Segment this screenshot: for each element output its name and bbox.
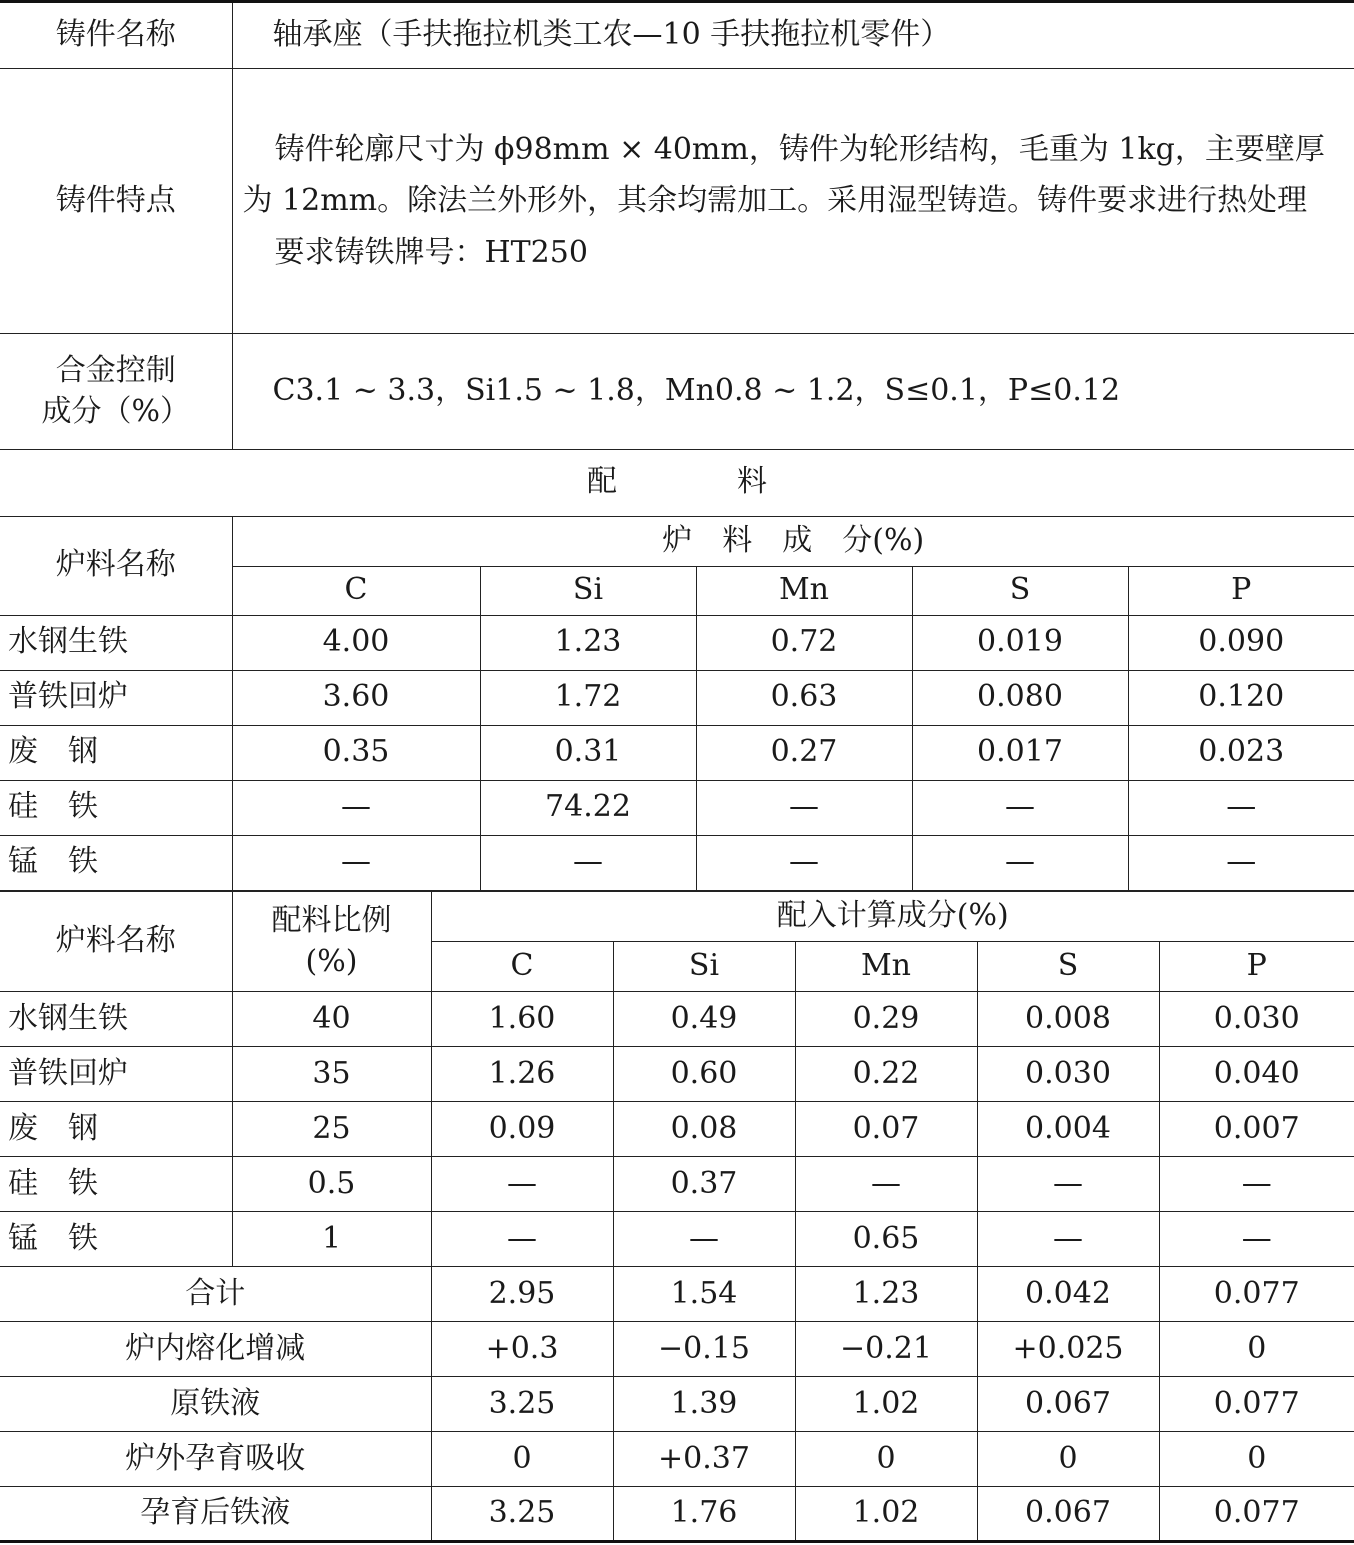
calc-header-p: P [1159, 942, 1354, 992]
charge-p: — [1128, 780, 1354, 835]
calc-header-si: Si [613, 942, 795, 992]
summary-p: 0 [1159, 1322, 1354, 1377]
calc-c: 1.26 [431, 1047, 613, 1102]
calc-c: — [431, 1212, 613, 1267]
summary-s: 0 [977, 1432, 1159, 1487]
calc-si: 0.08 [613, 1102, 795, 1157]
charge-s: 0.080 [912, 670, 1128, 725]
calc-row-name: 废 钢 [0, 1102, 232, 1157]
calc-row [0, 992, 1354, 1047]
charge-p: — [1128, 835, 1354, 890]
calc-p: — [1159, 1157, 1354, 1212]
summary-mn: 0 [795, 1432, 977, 1487]
calc-si: 0.37 [613, 1157, 795, 1212]
summary-s: 0.042 [977, 1267, 1159, 1322]
charge-row-name: 废 钢 [0, 725, 232, 780]
ratio-header [232, 892, 431, 992]
calc-charge-name-header: 炉料名称 [0, 892, 232, 992]
calc-c: 1.60 [431, 992, 613, 1047]
calc-si: — [613, 1212, 795, 1267]
calc-header-s: S [977, 942, 1159, 992]
calc-s: 0.004 [977, 1102, 1159, 1157]
charge-row [0, 835, 1354, 890]
ratio-header-line2: (%) [305, 943, 358, 979]
charge-row [0, 615, 1354, 670]
casting-info-table [0, 0, 1354, 450]
summary-label: 原铁液 [0, 1377, 431, 1432]
alloy-label-line1: 合金控制 [55, 353, 176, 388]
calc-ratio: 1 [232, 1212, 431, 1267]
calc-row-name: 锰 铁 [0, 1212, 232, 1267]
calc-p: 0.040 [1159, 1047, 1354, 1102]
calc-mn: 0.65 [795, 1212, 977, 1267]
casting-name-label: 铸件名称 [0, 2, 232, 69]
calc-ratio: 40 [232, 992, 431, 1047]
summary-p: 0.077 [1159, 1377, 1354, 1432]
alloy-label-line2: 成分（%） [41, 393, 190, 429]
calc-s: 0.030 [977, 1047, 1159, 1102]
charge-c: 0.35 [232, 725, 480, 780]
summary-label: 合计 [0, 1267, 431, 1322]
charge-p: 0.023 [1128, 725, 1354, 780]
calc-s: — [977, 1157, 1159, 1212]
element-header-s: S [912, 566, 1128, 615]
charge-mn: 0.72 [696, 615, 912, 670]
charge-p: 0.120 [1128, 670, 1354, 725]
charge-row-name: 水钢生铁 [0, 615, 232, 670]
element-header-c: C [232, 566, 480, 615]
calc-composition-header: 配入计算成分(%) [431, 892, 1354, 942]
calc-si: 0.49 [613, 992, 795, 1047]
charge-si: 0.31 [480, 725, 696, 780]
charge-row-name: 硅 铁 [0, 780, 232, 835]
charge-mn: — [696, 780, 912, 835]
summary-si: 1.76 [613, 1487, 795, 1542]
calc-row [0, 1157, 1354, 1212]
ratio-header-line1: 配料比例 [271, 903, 392, 938]
charge-c: 3.60 [232, 670, 480, 725]
calc-c: 0.09 [431, 1102, 613, 1157]
element-header-p: P [1128, 566, 1354, 615]
calc-p: 0.030 [1159, 992, 1354, 1047]
element-header-mn: Mn [696, 566, 912, 615]
charge-composition-header: 炉 料 成 分(%) [232, 516, 1354, 566]
calc-row-name: 硅 铁 [0, 1157, 232, 1212]
charge-s: 0.019 [912, 615, 1128, 670]
summary-row [0, 1432, 1354, 1487]
calc-row [0, 1102, 1354, 1157]
summary-row [0, 1267, 1354, 1322]
calc-row [0, 1047, 1354, 1102]
summary-label: 孕育后铁液 [0, 1487, 431, 1542]
charge-c: — [232, 780, 480, 835]
calc-s: 0.008 [977, 992, 1159, 1047]
summary-mn: −0.21 [795, 1322, 977, 1377]
summary-label: 炉内熔化增减 [0, 1322, 431, 1377]
charge-s: — [912, 780, 1128, 835]
summary-mn: 1.02 [795, 1377, 977, 1432]
casting-features-label: 铸件特点 [0, 69, 232, 334]
charge-mn: — [696, 835, 912, 890]
calc-p: — [1159, 1212, 1354, 1267]
summary-c: 2.95 [431, 1267, 613, 1322]
charge-s: 0.017 [912, 725, 1128, 780]
summary-si: 1.39 [613, 1377, 795, 1432]
summary-row [0, 1322, 1354, 1377]
calc-mn: 0.29 [795, 992, 977, 1047]
summary-c: +0.3 [431, 1322, 613, 1377]
calc-ratio: 0.5 [232, 1157, 431, 1212]
charge-mn: 0.63 [696, 670, 912, 725]
charge-c: — [232, 835, 480, 890]
charge-row [0, 670, 1354, 725]
calc-s: — [977, 1212, 1159, 1267]
calc-row-name: 水钢生铁 [0, 992, 232, 1047]
element-header-si: Si [480, 566, 696, 615]
summary-c: 3.25 [431, 1377, 613, 1432]
calc-si: 0.60 [613, 1047, 795, 1102]
charge-s: — [912, 835, 1128, 890]
summary-p: 0.077 [1159, 1487, 1354, 1542]
summary-s: 0.067 [977, 1487, 1159, 1542]
alloy-control-label [0, 334, 232, 450]
calculated-composition-table [0, 891, 1354, 1543]
summary-si: 1.54 [613, 1267, 795, 1322]
charge-si: — [480, 835, 696, 890]
summary-mn: 1.02 [795, 1487, 977, 1542]
calc-mn: 0.07 [795, 1102, 977, 1157]
casting-features-cell [232, 69, 1354, 334]
charge-row-name: 锰 铁 [0, 835, 232, 890]
summary-si: +0.37 [613, 1432, 795, 1487]
batching-title: 配 料 [0, 449, 1354, 516]
calc-header-c: C [431, 942, 613, 992]
calc-p: 0.007 [1159, 1102, 1354, 1157]
charge-p: 0.090 [1128, 615, 1354, 670]
summary-p: 0 [1159, 1432, 1354, 1487]
charge-row [0, 725, 1354, 780]
charge-row-name: 普铁回炉 [0, 670, 232, 725]
charge-si: 1.23 [480, 615, 696, 670]
summary-label: 炉外孕育吸收 [0, 1432, 431, 1487]
summary-si: −0.15 [613, 1322, 795, 1377]
summary-s: +0.025 [977, 1322, 1159, 1377]
summary-mn: 1.23 [795, 1267, 977, 1322]
calc-c: — [431, 1157, 613, 1212]
casting-features-text: 铸件轮廓尺寸为 ϕ98mm × 40mm，铸件为轮形结构，毛重为 1kg，主要壁厚为 12mm。除法兰外形外，其余均需加工。采用湿型铸造。铸件要求进行热处理 [242, 131, 1325, 219]
calc-mn: 0.22 [795, 1047, 977, 1102]
calc-mn: — [795, 1157, 977, 1212]
calc-ratio: 25 [232, 1102, 431, 1157]
charge-composition-table [0, 449, 1354, 891]
charge-si: 74.22 [480, 780, 696, 835]
summary-c: 3.25 [431, 1487, 613, 1542]
summary-row [0, 1487, 1354, 1542]
casting-grade-text: 要求铸铁牌号：HT250 [274, 234, 588, 270]
charge-row [0, 780, 1354, 835]
summary-p: 0.077 [1159, 1267, 1354, 1322]
calc-ratio: 35 [232, 1047, 431, 1102]
charge-si: 1.72 [480, 670, 696, 725]
alloy-control-value: C3.1 ~ 3.3，Si1.5 ~ 1.8，Mn0.8 ~ 1.2，S≤0.1，P≤0.12 [232, 334, 1354, 450]
calc-row [0, 1212, 1354, 1267]
calc-row-name: 普铁回炉 [0, 1047, 232, 1102]
charge-name-header: 炉料名称 [0, 516, 232, 615]
summary-s: 0.067 [977, 1377, 1159, 1432]
summary-row [0, 1377, 1354, 1432]
calc-header-mn: Mn [795, 942, 977, 992]
summary-c: 0 [431, 1432, 613, 1487]
charge-mn: 0.27 [696, 725, 912, 780]
charge-c: 4.00 [232, 615, 480, 670]
casting-name-value: 轴承座（手扶拖拉机类工农—10 手扶拖拉机零件） [232, 2, 1354, 69]
